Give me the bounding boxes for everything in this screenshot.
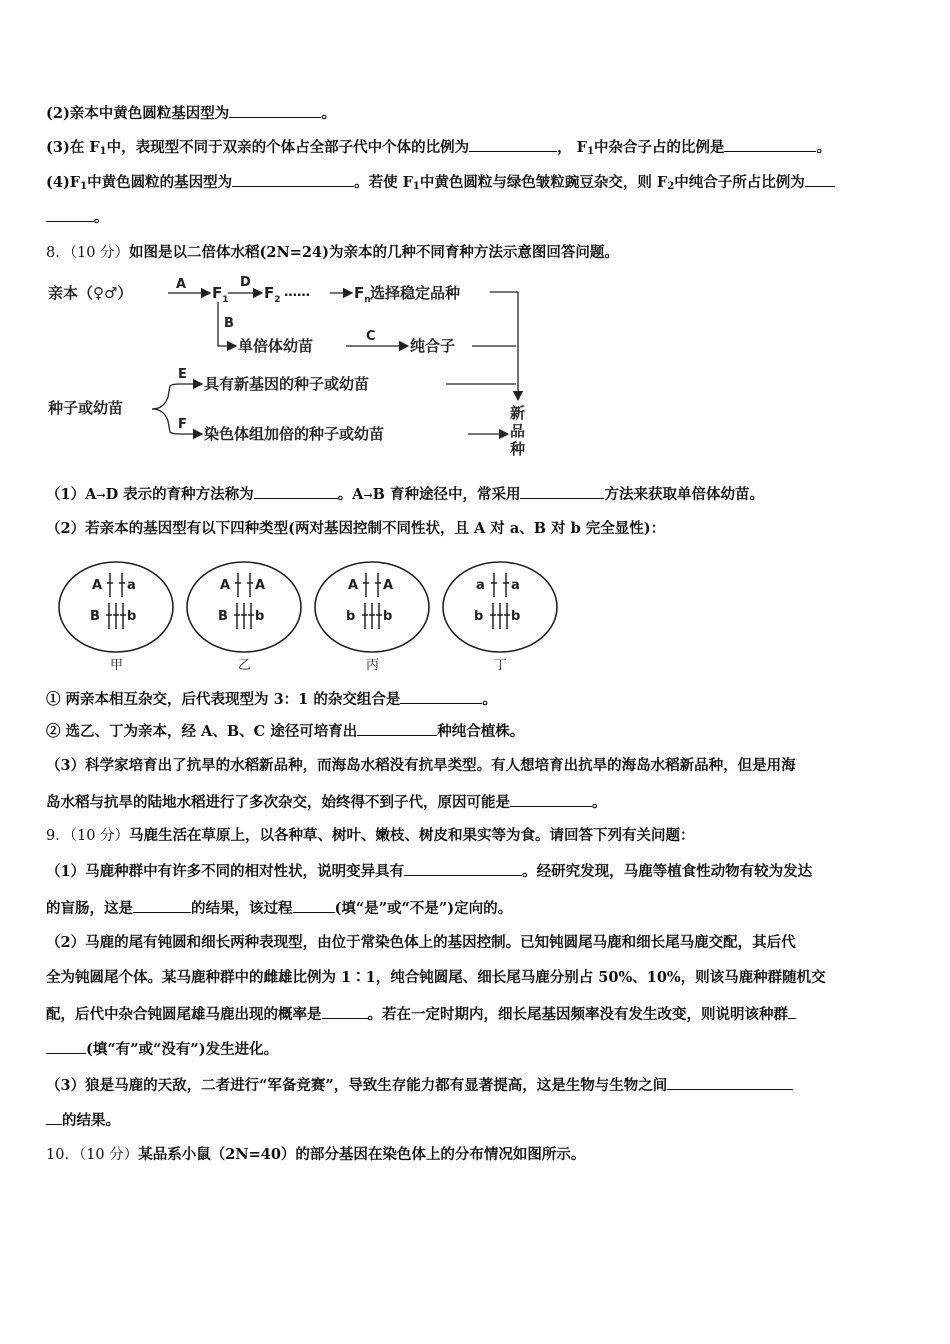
answer-blank[interactable]	[322, 1004, 368, 1019]
new-variety-2: 品	[510, 422, 526, 440]
pure-line: 纯合子	[410, 337, 456, 355]
q8-sub1: （1）A→D 表示的育种方法称为 。A→B 育种途径中，常采用 方法来获取单倍体幼苗。	[46, 486, 764, 503]
answer-blank[interactable]	[229, 103, 321, 118]
cell-name: 丙	[366, 658, 380, 673]
q7-part4-cont: 。	[46, 207, 109, 228]
q9-sub2-line4: (填“有”或“没有”)发生进化。	[46, 1039, 278, 1060]
node-Fn: $F_n$	[354, 284, 371, 305]
allele-label: b	[255, 609, 265, 624]
allele-label: A	[220, 578, 231, 593]
cell-name: 甲	[110, 658, 124, 673]
allele-label: b	[474, 609, 484, 624]
answer-blank[interactable]	[667, 1075, 793, 1090]
label-B: B	[224, 316, 234, 331]
answer-blank[interactable]	[788, 1004, 796, 1019]
q8-sub2: （2）若亲本的基因型有以下四种类型(两对基因控制不同性状，且 A 对 a、B 对 b 完全显性)：	[46, 520, 666, 537]
q9-title: 9．（10 分）马鹿生活在草原上，以各种草、树叶、嫩枝、树皮和果实等为食。请回答下列有关问题：	[46, 827, 695, 844]
allele-label: B	[90, 609, 100, 624]
label-A: A	[176, 277, 187, 292]
answer-blank[interactable]	[46, 1110, 62, 1125]
q8-title: 8．（10 分）如图是以二倍体水稻(2N=24)为亲本的几种不同育种方法示意图回答问题。	[46, 244, 619, 261]
q7-part2: (2)亲本中黄色圆粒基因型为 。	[46, 105, 336, 122]
allele-label: a	[476, 578, 485, 593]
q8-choice1: ① 两亲本相互杂交，后代表现型为 3：1 的杂交组合是 。	[46, 691, 497, 708]
answer-blank[interactable]	[46, 1039, 86, 1054]
doubled-seed: 染色体组加倍的种子或幼苗	[204, 425, 385, 443]
allele-label: a	[127, 578, 136, 593]
new-variety-1: 新	[510, 404, 526, 422]
allele-label: A	[348, 578, 359, 593]
cell-name: 乙	[238, 658, 252, 673]
q7-part4: $(4)F_1$中黄色圆粒的基因型为 。若使 $F_1$中黄色圆粒与绿色皱粒豌豆杂交，则 $F_2$中纯合子所占比例为	[46, 172, 835, 197]
node-F2: $F_2$	[264, 284, 281, 305]
answer-blank[interactable]	[232, 172, 354, 187]
allele-label: A	[383, 578, 394, 593]
answer-blank[interactable]	[724, 137, 816, 152]
label-D: D	[240, 275, 251, 290]
allele-label: b	[511, 609, 521, 624]
q8-sub3-line1: （3）科学家培育出了抗旱的水稻新品种，而海岛水稻没有抗旱类型。有人想培育出抗旱的海岛水稻新品种，但是用海	[46, 757, 796, 774]
answer-blank[interactable]	[133, 898, 191, 913]
q9-sub1-line2: 的盲肠，这是 的结果，该过程 (填“是”或“不是”)定向的。	[46, 900, 513, 917]
q8-choice2: ② 选乙、丁为亲本，经 A、B、C 途径可培育出 种纯合植株。	[46, 723, 525, 740]
answer-blank[interactable]	[254, 484, 338, 499]
allele-label: b	[127, 609, 137, 624]
answer-blank[interactable]	[469, 137, 557, 152]
answer-blank[interactable]	[404, 861, 522, 876]
seed-or-seedling: 种子或幼苗	[48, 399, 124, 417]
answer-blank[interactable]	[510, 792, 592, 807]
haploid-seedling: 单倍体幼苗	[238, 337, 314, 355]
answer-blank[interactable]	[400, 689, 482, 704]
allele-label: a	[511, 578, 520, 593]
q7-part3: (3)在 $F_1$中，表现型不同于双亲的个体占全部子代中个体的比例为 ， $F_1$中杂合子占的比例是 。	[46, 139, 831, 157]
dots: ……	[284, 285, 310, 300]
q8-sub3-line2: 岛水稻与抗旱的陆地水稻进行了多次杂交，始终得不到子代，原因可能是 。	[46, 794, 607, 811]
diagram-parent: 亲本（♀♂）	[48, 284, 133, 302]
q9-sub2-line1: （2）马鹿的尾有钝圆和细长两种表现型，由位于常染色体上的基因控制。已知钝圆尾马鹿和细长尾马鹿交配，其后代	[46, 934, 796, 951]
answer-blank[interactable]	[520, 484, 604, 499]
allele-label: A	[255, 578, 266, 593]
answer-blank[interactable]	[805, 172, 835, 187]
cell-name: 丁	[494, 658, 508, 673]
answer-blank[interactable]	[293, 898, 335, 913]
breeding-diagram	[44, 272, 544, 458]
answer-blank[interactable]	[46, 207, 94, 222]
allele-label: b	[383, 609, 393, 624]
q9-sub3-line1: （3）狼是马鹿的天敌，二者进行“军备竞赛”，导致生存能力都有显著提高，这是生物与生物之间	[46, 1075, 793, 1096]
cells-svg	[56, 557, 576, 673]
label-C: C	[366, 329, 376, 344]
node-F1: $F_1$	[212, 284, 229, 305]
answer-blank[interactable]	[357, 721, 437, 736]
q9-sub3-line2: 的结果。	[46, 1110, 120, 1131]
allele-label: B	[218, 609, 228, 624]
allele-label: A	[92, 578, 103, 593]
new-variety-3: 种	[510, 440, 526, 458]
new-gene-seed: 具有新基因的种子或幼苗	[204, 375, 370, 393]
cell-diagrams	[56, 557, 576, 673]
q9-sub1-line1: （1）马鹿种群中有许多不同的相对性状，说明变异具有 。经研究发现，马鹿等植食性动物有较为发达	[46, 863, 813, 880]
allele-label: b	[346, 609, 356, 624]
q9-sub2-line3: 配，后代中杂合钝圆尾雄马鹿出现的概率是 。若在一定时期内，细长尾基因频率没有发生改变，则说明该种群	[46, 1004, 796, 1025]
q10-title: 10．（10 分）某品系小鼠（2N=40）的部分基因在染色体上的分布情况如图所示。	[46, 1146, 586, 1163]
q9-sub2-line2: 全为钝圆尾个体。某马鹿种群中的雌雄比例为 1∶1，纯合钝圆尾、细长尾马鹿分别占 50%、10%，则该马鹿种群随机交	[46, 969, 826, 986]
label-E: E	[178, 367, 187, 382]
label-F: F	[178, 417, 187, 432]
select-stable: 选择稳定品种	[370, 284, 461, 302]
